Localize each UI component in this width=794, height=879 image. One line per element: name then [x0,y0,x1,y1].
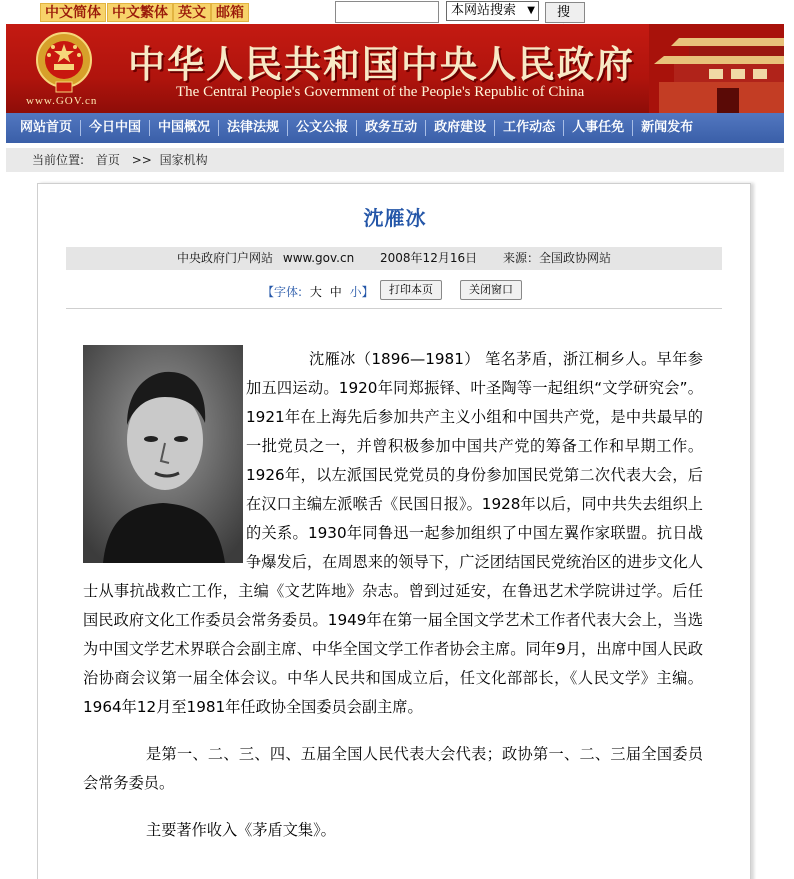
divider [66,308,722,309]
article-container [37,183,751,879]
site-title: 中华人民共和国中央人民政府 [128,42,635,86]
font-size-large[interactable]: 大 [309,285,322,299]
nav-item-home[interactable]: 网站首页 [12,120,81,136]
article-title: 沈雁冰 [363,206,427,230]
chevron-down-icon: ▼ [527,5,535,16]
nav-item-laws[interactable]: 法律法规 [219,120,288,136]
nav-item-interaction[interactable]: 政务互动 [357,120,426,136]
breadcrumb-separator: >> [131,153,152,167]
lang-traditional-link[interactable]: 中文繁体 [107,3,173,22]
national-emblem-icon [34,30,94,96]
search-scope-value: 本网站搜索 [451,3,517,18]
lang-english-link[interactable]: 英文 [173,3,211,22]
tiananmen-gate-icon [649,24,784,113]
nav-item-today-china[interactable]: 今日中国 [81,120,150,136]
breadcrumb-current-link[interactable]: 国家机构 [159,153,208,167]
site-subtitle: The Central People's Government of the People's Republic of China [176,84,585,100]
search-scope-select[interactable] [446,1,539,21]
breadcrumb-label: 当前位置: [32,153,85,167]
article-source: 来源：全国政协网站 [502,251,611,265]
nav-item-press[interactable]: 新闻发布 [641,120,694,135]
nav-item-work-news[interactable]: 工作动态 [495,120,564,136]
article-paragraph: 主要著作收入《茅盾文集》。 [146,821,336,839]
print-button[interactable]: 打印本页 [380,280,442,300]
site-url: www.GOV.cn [26,95,98,107]
top-bar [0,0,794,24]
lang-simplified-link[interactable]: 中文简体 [40,3,106,22]
font-size-control [262,283,374,300]
nav-item-appointments[interactable]: 人事任免 [564,120,633,136]
site-banner [6,24,784,113]
publish-date: 2008年12月16日 [380,251,478,265]
source-site: 中央政府门户网站 [177,251,274,265]
article-paragraph: 是第一、二、三、四、五届全国人民代表大会代表；政协第一、二、三届全国委员会常务委员。 [83,745,703,792]
nav-item-china-overview[interactable]: 中国概况 [150,120,219,136]
font-size-small[interactable]: 小】 [349,285,374,299]
mailbox-link[interactable]: 邮箱 [211,3,249,22]
main-nav [6,113,784,143]
breadcrumb [6,148,784,172]
search-button[interactable]: 搜 [545,2,585,23]
breadcrumb-home-link[interactable]: 首页 [95,153,120,167]
article-tools [38,280,752,304]
article-paragraph [83,345,703,722]
paragraph-text: 沈雁冰（1896—1981） 笔名茅盾，浙江桐乡人。早年参加五四运动。1920年同郑振铎、叶圣陶等一起组织“文学研究会”。1921年在上海先后参加共产主义小组和中国共产党，是中共最早的一批党员之一，并曾积极参加中国共产党的筹备工作和早期工作。1926年，以左派国民党党员的身份参加国民党第二次代表大会，后在汉口主编左派喉舌《民国日报》。1928年以后，同中共失去组织上的关系。1930年同鲁迅一起参加组织了中国左翼作家联盟。抗日战争爆发后，在周恩来的领导下，广泛团结国民党统治区的进步文化人士从事抗战救亡工作，主编《文艺阵地》杂志。曾到过延安，在鲁迅艺术学院讲过学。后任国民政府文化工作委员会常务委员。1949年在第一届全国文学艺术工作者代表大会上，当选为中国文学艺术界联合会副主席、中华全国文学工作者协会主席。同年9月，出席中国人民政治协商会议第一届全体会议。中华人民共和国成立后，任文化部部长，《人民文学》主编。1964年12月至1981年任政协全国委员会副主席。 [83,350,703,716]
nav-item-gov-building[interactable]: 政府建设 [426,120,495,136]
article-body [83,345,703,853]
search-input[interactable] [335,1,439,23]
font-size-medium[interactable]: 中 [329,285,342,299]
nav-item-documents[interactable]: 公文公报 [288,120,357,136]
font-size-label: 【字体: [262,285,303,299]
article-info-bar [66,247,722,270]
close-window-button[interactable]: 关闭窗口 [460,280,522,300]
site-url-text: www.gov.cn [282,251,355,265]
